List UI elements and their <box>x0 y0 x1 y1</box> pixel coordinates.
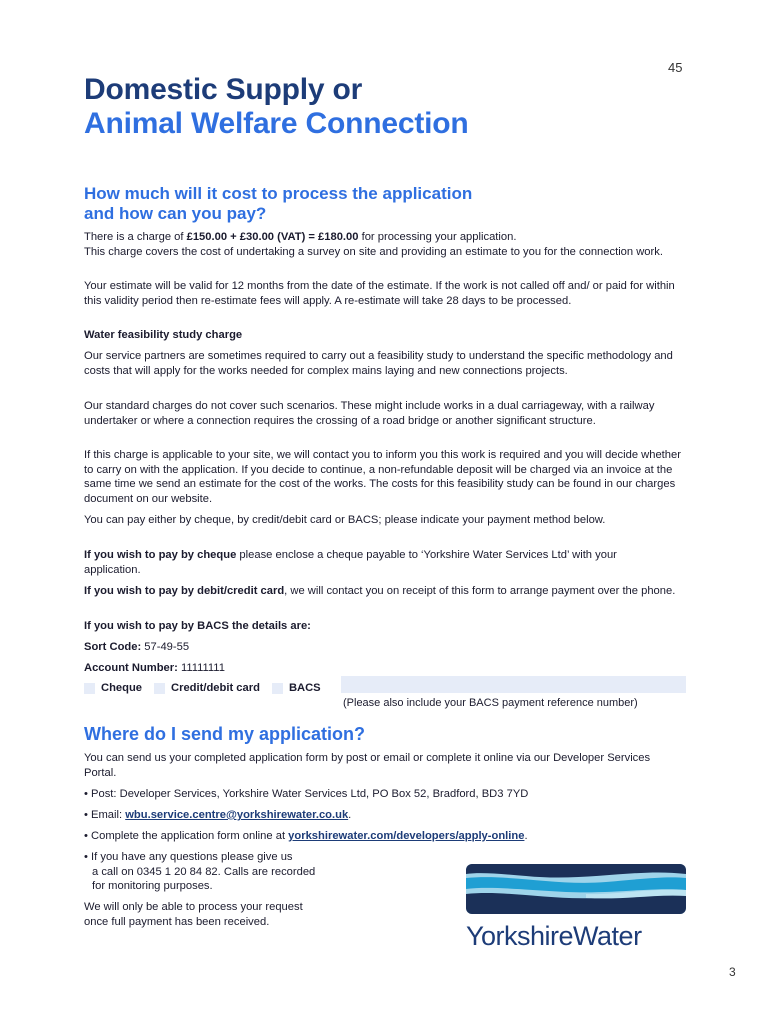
cost-heading <box>84 184 472 224</box>
phone-line-2: a call on 0345 1 20 84 82. Calls are recorded <box>92 865 316 878</box>
charge-suffix: for processing your application. <box>358 231 517 243</box>
online-suffix: . <box>524 830 528 842</box>
card-rest: , we will contact you on receipt of this form to arrange payment over the phone. <box>284 585 676 597</box>
validity-paragraph: Your estimate will be valid for 12 months from the date of the estimate. If the work is not called off and/ or paid for within this validity period then re-estimate fees will apply. A re-estimate will take 28 days to be processed. <box>84 280 675 307</box>
charge-amount: £150.00 + £30.00 (VAT) = £180.00 <box>186 231 359 243</box>
bacs-label: BACS <box>288 682 321 694</box>
apply-online-link[interactable]: yorkshirewater.com/developers/apply-online <box>288 830 525 842</box>
cost-heading-line-1: How much will it cost to process the application <box>84 184 473 203</box>
phone-line-3: for monitoring purposes. <box>92 880 213 893</box>
online-prefix: • Complete the application form online at <box>84 830 289 842</box>
payment-note-line-1: We will only be able to process your request <box>84 901 303 913</box>
sort-code <box>84 640 689 655</box>
email-prefix: • Email: <box>84 809 126 821</box>
bacs-checkbox[interactable] <box>272 683 283 694</box>
cheque-paragraph <box>84 548 659 577</box>
feasibility-paragraph-3: If this charge is applicable to your site, we will contact you to inform you this work is required and you will decide whether to carry on with the application. If you decide to continue, a non-refundable deposit will be charged via an invoice at the same time we send an estimate for the cost of the works. The costs for this feasibility study can be found in our charges document on our website. <box>84 449 681 505</box>
card-paragraph <box>84 584 689 599</box>
account-number-label: Account Number: <box>84 662 178 674</box>
water-waves-icon <box>466 864 686 914</box>
email-suffix: . <box>348 809 352 821</box>
card-checkbox[interactable] <box>154 683 165 694</box>
charge-line-2: This charge covers the cost of undertaking a survey on site and providing an estimate to you for the connection work. <box>84 245 663 258</box>
page-number-bottom: 3 <box>729 965 736 979</box>
payment-option-cheque[interactable] <box>84 682 142 694</box>
cheque-rest: please enclose a cheque payable to ‘Yorkshire Water Services Ltd’ with your application. <box>84 549 617 576</box>
logo-wordmark: YorkshireWater <box>466 921 642 951</box>
payment-note-line-2: once full payment has been received. <box>84 915 270 928</box>
charge-prefix: There is a charge of <box>84 231 187 243</box>
bacs-reference-note: (Please also include your BACS payment reference number) <box>343 697 638 709</box>
payment-option-bacs[interactable] <box>272 682 321 694</box>
payment-note <box>84 900 364 929</box>
account-number <box>84 661 689 676</box>
card-bold: If you wish to pay by debit/credit card <box>84 585 285 597</box>
send-heading: Where do I send my application? <box>84 724 366 744</box>
cheque-bold: If you wish to pay by cheque <box>84 549 237 561</box>
account-number-value: 11111111 <box>177 662 225 674</box>
payment-options <box>84 682 333 694</box>
feasibility-paragraph-2: Our standard charges do not cover such scenarios. These might include works in a dual carriageway, with a railway undertaker or where a connection requires the crossing of a road bridge or another significant structure. <box>84 400 655 427</box>
send-online <box>84 829 689 844</box>
yorkshire-water-logo <box>466 864 686 952</box>
bacs-reference-field[interactable] <box>341 676 686 693</box>
payment-option-card[interactable] <box>154 682 260 694</box>
bacs-heading: If you wish to pay by BACS the details are: <box>84 620 311 632</box>
send-email <box>84 808 689 823</box>
card-label: Credit/debit card <box>171 682 260 694</box>
page-number-top: 45 <box>668 60 683 75</box>
send-intro: You can send us your completed application form by post or email or complete it online via our Developer Services Portal. <box>84 752 651 779</box>
send-phone <box>84 850 364 894</box>
email-link[interactable]: wbu.service.centre@yorkshirewater.co.uk <box>125 809 349 821</box>
cheque-label: Cheque <box>101 682 143 694</box>
send-post: • Post: Developer Services, Yorkshire Water Services Ltd, PO Box 52, Bradford, BD3 7YD <box>84 788 529 800</box>
feasibility-paragraph-1: Our service partners are sometimes required to carry out a feasibility study to understand the specific methodology and costs that will apply for the works needed for complex mains laying and new connections projects. <box>84 350 673 377</box>
cheque-checkbox[interactable] <box>84 683 95 694</box>
sort-code-label: Sort Code: <box>84 641 142 653</box>
title-line-2: Animal Welfare Connection <box>84 107 469 140</box>
sort-code-value: 57-49-55 <box>141 641 190 653</box>
pay-methods-paragraph: You can pay either by cheque, by credit/debit card or BACS; please indicate your payment method below. <box>84 514 606 526</box>
page-title <box>84 73 469 141</box>
cost-heading-line-2: and how can you pay? <box>84 204 267 223</box>
title-line-1: Domestic Supply or <box>84 73 363 106</box>
feasibility-heading: Water feasibility study charge <box>84 329 243 341</box>
charge-paragraph <box>84 230 689 259</box>
phone-line-1: • If you have any questions please give us <box>84 851 293 863</box>
